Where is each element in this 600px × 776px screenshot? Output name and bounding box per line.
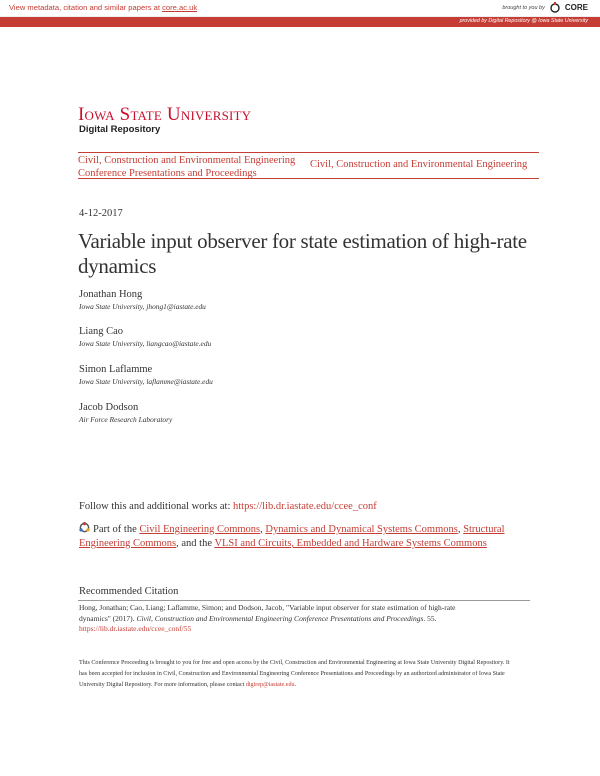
separator: , and the xyxy=(176,538,215,549)
author-block xyxy=(79,364,213,386)
author-affiliation: Iowa State University, jhong1@iastate.edu xyxy=(79,302,206,311)
series-link-department[interactable]: Civil, Construction and Environmental Engineering xyxy=(310,159,528,170)
author-affiliation: Air Force Research Laboratory xyxy=(79,415,173,424)
core-logo-text: CORE xyxy=(564,3,588,12)
commons-link[interactable]: VLSI and Circuits, Embedded and Hardware Systems Commons xyxy=(214,538,487,549)
commons-link[interactable]: Civil Engineering Commons xyxy=(139,524,261,535)
series-band xyxy=(78,152,539,179)
paper-title: Variable input observer for state estimation of high-rate dynamics xyxy=(78,229,527,278)
author-block xyxy=(79,326,211,348)
network-icon xyxy=(79,522,90,533)
brought-by-text: brought to you by xyxy=(502,4,545,11)
commons-link[interactable]: Structural Engineering Commons xyxy=(79,524,505,549)
series-link-proceedings[interactable]: Civil, Construction and Environmental Engineering Conference Presentations and Proceedings xyxy=(78,155,296,179)
core-metadata-notice xyxy=(9,3,197,12)
core-link[interactable]: core.ac.uk xyxy=(162,3,198,12)
repository-name: Digital Repository xyxy=(79,124,161,135)
separator: , xyxy=(260,524,266,535)
part-of-prefix: Part of the xyxy=(93,524,140,535)
author-name: Jonathan Hong xyxy=(79,289,143,300)
footer-body: This Conference Proceeding is brought to you for free and open access by the Civil, Construction and Environmental Engineering at Iowa State University Digital Repository. It has been accepted for inclusion in Civil, Construction and Environmental Engineering Conference Presentations and Proceedings by an authorized administrator of Iowa State University Digital Repository. For more information, please contact xyxy=(79,660,510,688)
provided-by-text: provided by Digital Repository @ Iowa State University xyxy=(459,18,588,24)
divider xyxy=(78,600,530,601)
author-block xyxy=(79,402,172,424)
part-of-line xyxy=(79,522,534,551)
footer-notice xyxy=(79,658,515,690)
author-affiliation: Iowa State University, laflamme@iastate.edu xyxy=(79,377,213,386)
recommended-citation-heading: Recommended Citation xyxy=(79,586,179,597)
author-affiliation: Iowa State University, liangcao@iastate.edu xyxy=(79,339,212,348)
author-name: Liang Cao xyxy=(79,326,124,337)
citation-number: . 55. xyxy=(423,613,437,623)
provided-by-bar xyxy=(0,17,600,27)
core-metadata-text: View metadata, citation and similar papers at xyxy=(9,3,163,12)
citation-authors-title: Hong, Jonathan; Cao, Liang; Laflamme, Simon; and Dodson, Jacob, "Variable input observer for state estimation of high-rate dynamics" (2017). xyxy=(79,603,456,623)
recommended-citation-text xyxy=(79,603,479,635)
contact-email-link[interactable]: digirep@iastate.edu xyxy=(245,681,295,688)
author-name: Jacob Dodson xyxy=(79,402,139,413)
core-brand[interactable] xyxy=(502,2,588,13)
core-logo-icon xyxy=(549,2,561,13)
author-block xyxy=(79,289,206,311)
core-banner xyxy=(0,0,600,17)
commons-link[interactable]: Dynamics and Dynamical Systems Commons xyxy=(265,524,458,535)
follow-text: Follow this and additional works at: xyxy=(79,501,233,512)
footer-end: . xyxy=(294,681,297,688)
publication-date: 4-12-2017 xyxy=(79,208,123,219)
separator: , xyxy=(457,524,464,535)
university-name: Iowa State University xyxy=(78,104,252,125)
follow-link[interactable]: https://lib.dr.iastate.edu/ccee_conf xyxy=(233,501,377,512)
citation-link[interactable]: https://lib.dr.iastate.edu/ccee_conf/55 xyxy=(79,624,192,633)
author-name: Simon Laflamme xyxy=(79,364,153,375)
citation-series: Civil, Construction and Environmental Engineering Conference Presentations and Proceedings xyxy=(136,613,424,623)
follow-line xyxy=(79,501,377,512)
